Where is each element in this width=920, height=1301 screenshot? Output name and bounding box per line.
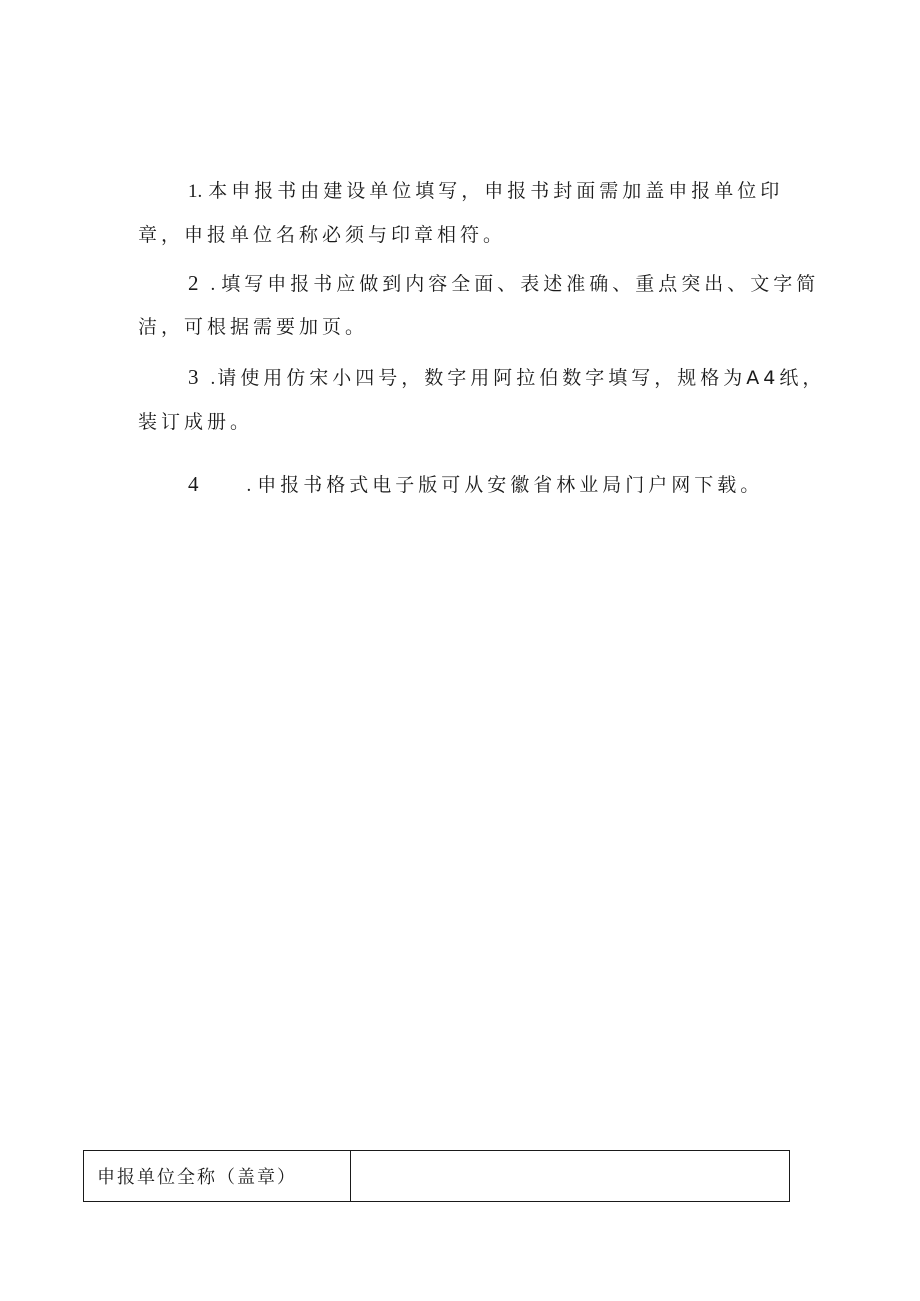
instruction-2-number: 2 — [188, 271, 199, 295]
instruction-1-text-a: 本申报书由建设单位填写，申报书封面需加盖申报单位印 — [208, 180, 784, 202]
instruction-2-text-a: 填写申报书应做到内容全面、表述准确、重点突出、文字简 — [221, 273, 820, 295]
applicant-name-label: 申报单位全称（盖章） — [84, 1151, 351, 1202]
instruction-3-separator: . — [210, 368, 216, 389]
instruction-4-line-1 — [188, 474, 763, 495]
instruction-4-text-a: 申报书格式电子版可从安徽省林业局门户网下载。 — [257, 474, 764, 496]
instruction-3-line-1 — [188, 367, 825, 388]
instruction-3-number: 3 — [188, 365, 199, 389]
instruction-1-separator: . — [197, 181, 203, 202]
instruction-4-separator: . — [246, 475, 252, 496]
instruction-1-line-1 — [188, 182, 783, 201]
instruction-1-line-2: 章，申报单位名称必须与印章相符。 — [138, 224, 507, 246]
instruction-3-text-a: 请使用仿宋小四号，数字用阿拉伯数字填写，规格为A4纸， — [217, 367, 826, 389]
table-row — [84, 1151, 790, 1202]
instruction-2-line-1 — [188, 273, 819, 294]
applicant-signature-table — [83, 1150, 790, 1202]
applicant-name-field[interactable] — [351, 1151, 790, 1202]
instruction-2-separator: . — [210, 274, 216, 295]
instruction-2-line-2: 洁，可根据需要加页。 — [138, 316, 369, 338]
instruction-3-line-2: 装订成册。 — [138, 411, 254, 433]
instruction-4-number: 4 — [188, 472, 199, 496]
instruction-1-number: 1 — [188, 181, 198, 202]
